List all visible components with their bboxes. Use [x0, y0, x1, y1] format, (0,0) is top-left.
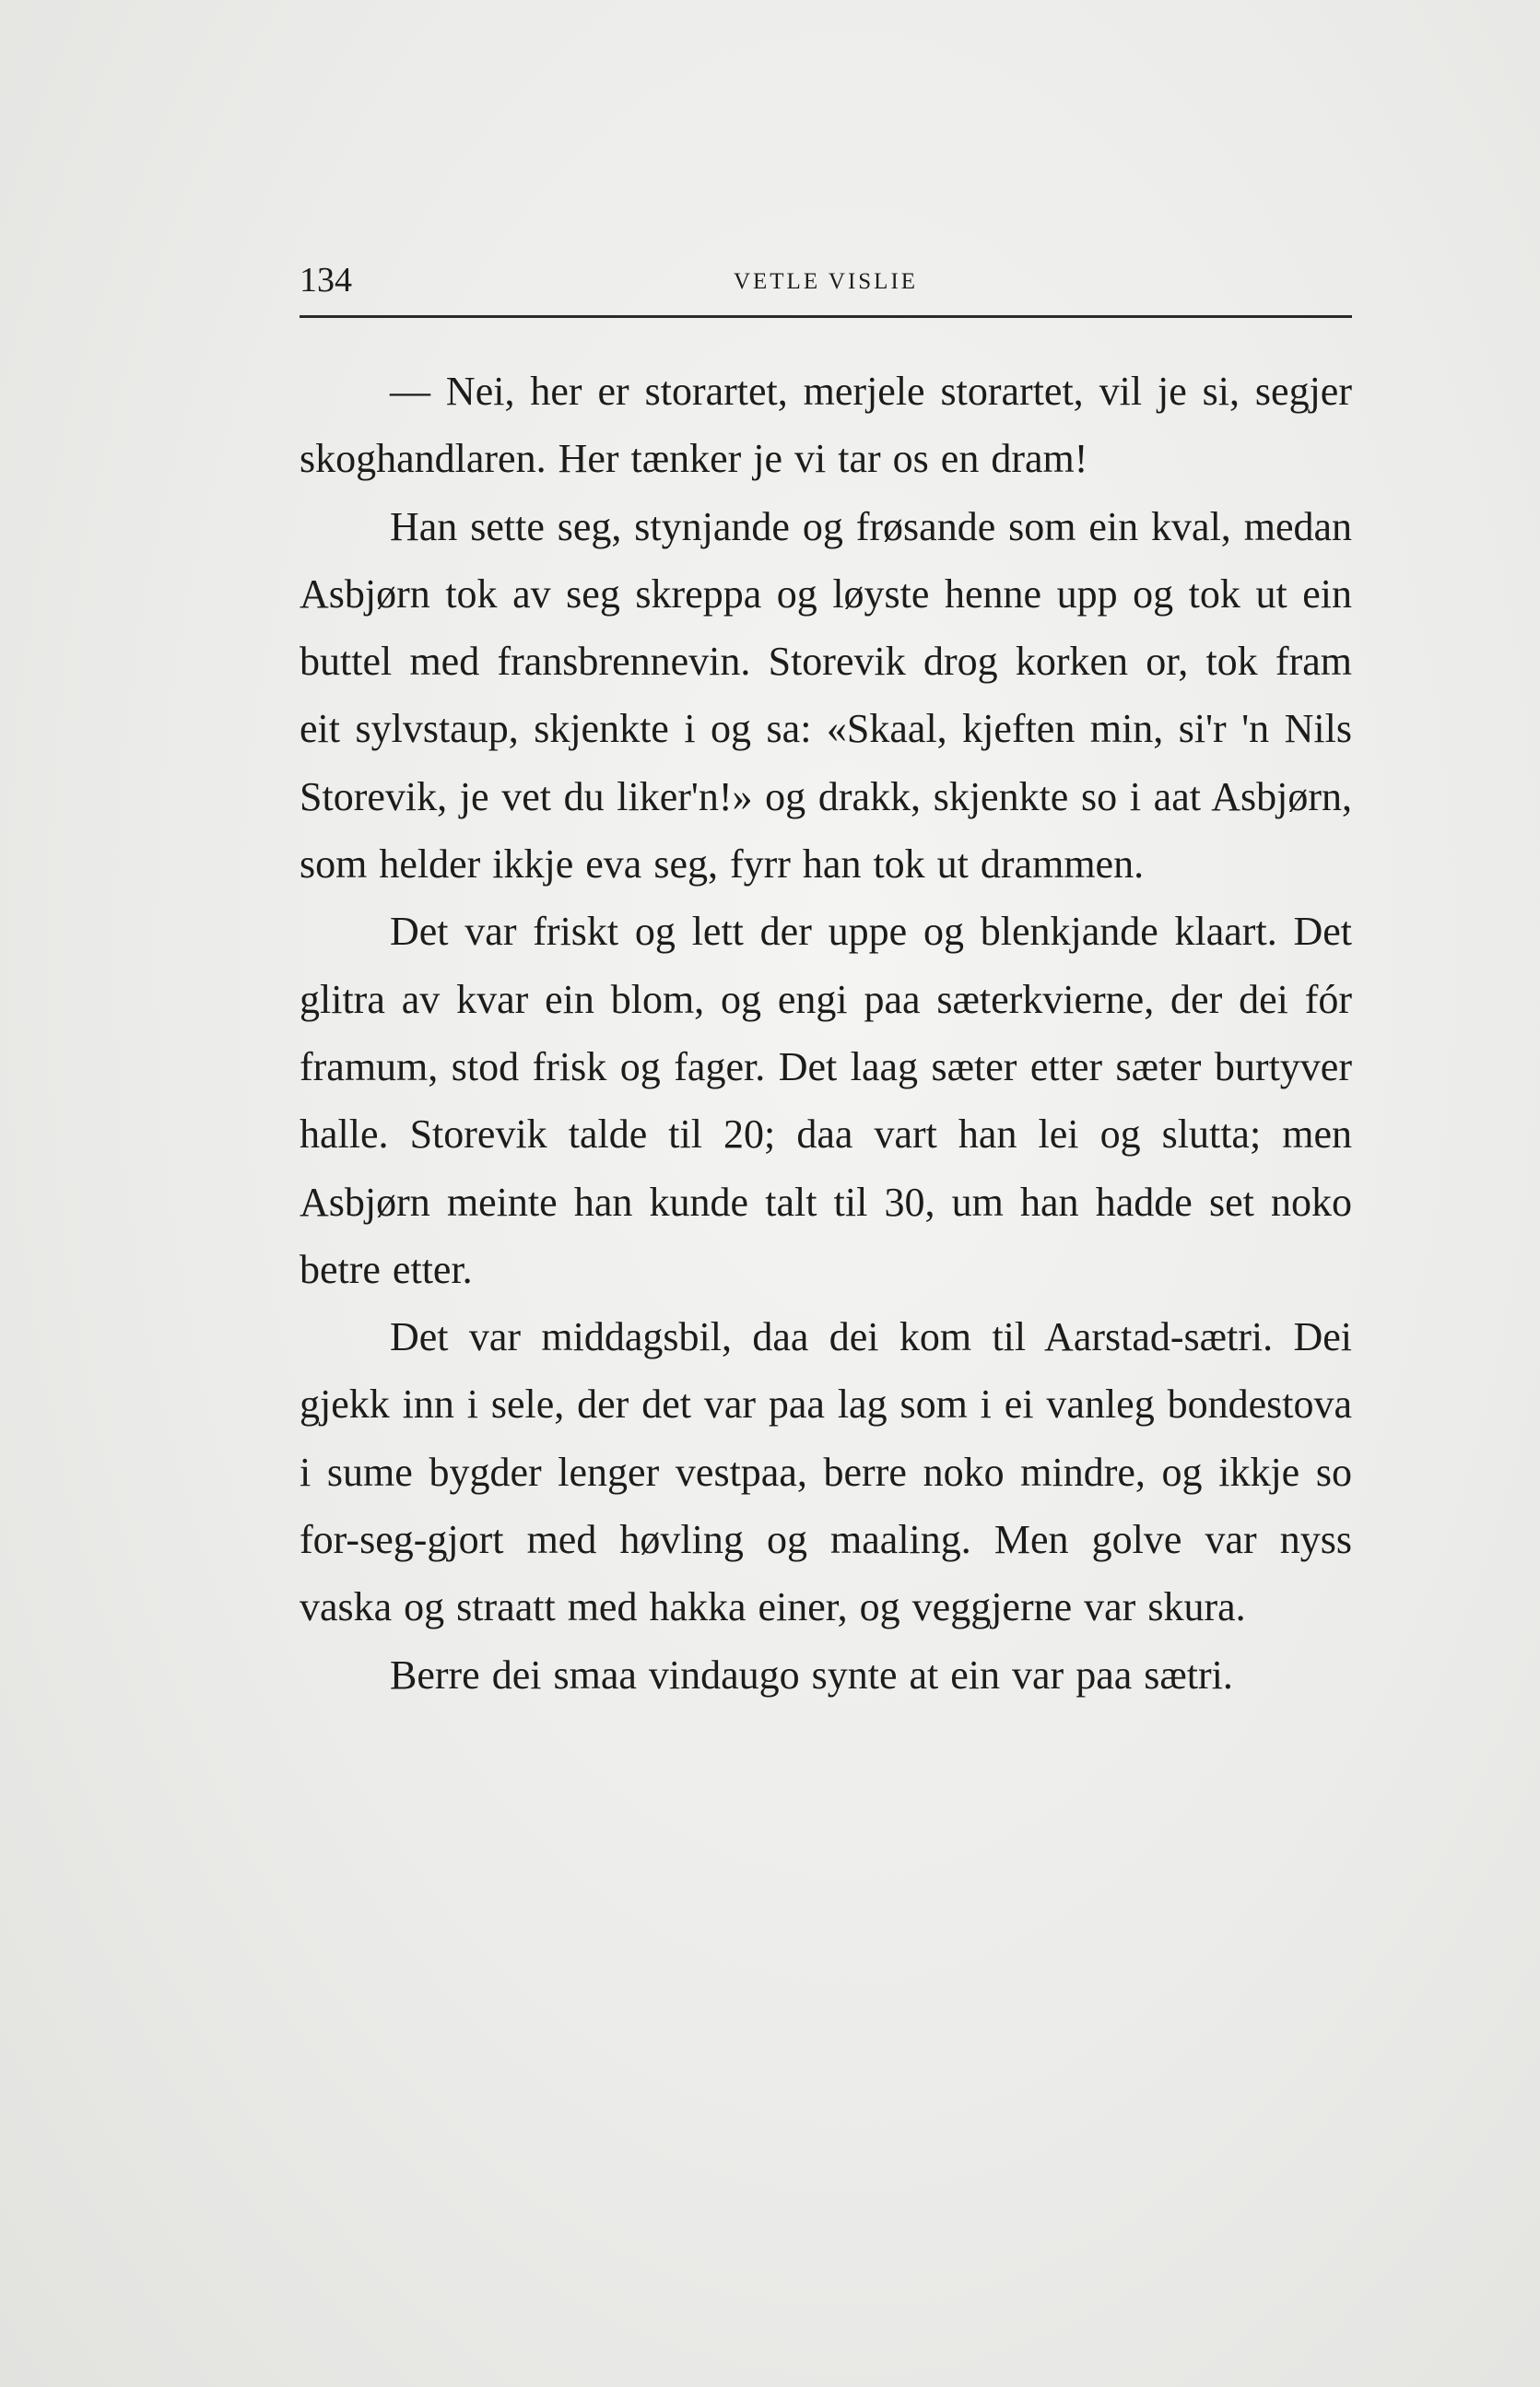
paragraph: Det var friskt og lett der uppe og blenkjande klaart. Det glitra av kvar ein blom, og engi paa sæterkvierne, der dei fór framum, stod frisk og fager. Det laag sæter etter sæter burtyver halle. Storevik talde til 20; daa vart han lei og slutta; men Asbjørn meinte han kunde talt til 30, um han hadde set noko betre etter. [300, 909, 1352, 1292]
paragraph: Berre dei smaa vindaugo synte at ein var paa sætri. [390, 1652, 1233, 1698]
header-rule [300, 315, 1352, 318]
paragraph: — Nei, her er storartet, merjele storartet, vil je si, segjer skoghandlaren. Her tænker je vi tar os en dram! [300, 369, 1352, 482]
body-text [300, 358, 1352, 1709]
page-number: 134 [300, 261, 352, 300]
paragraph: Det var middagsbil, daa dei kom til Aarstad-sætri. Dei gjekk inn i sele, der det var paa lag som i ei vanleg bondestova i sume bygder lenger vestpaa, berre noko mindre, og ikkje so for-seg-gjort med høvling og maaling. Men golve var nyss vaska og straatt med hakka einer, og veggjerne var skura. [300, 1314, 1352, 1630]
paragraph: Han sette seg, stynjande og frøsande som ein kval, medan Asbjørn tok av seg skreppa og løyste henne upp og tok ut ein buttel med fransbrennevin. Storevik drog korken or, tok fram eit sylvstaup, skjenkte i og sa: «Skaal, kjeften min, si'r 'n Nils Storevik, je vet du liker'n!» og drakk, skjenkte so i aat Asbjørn, som helder ikkje eva seg, fyrr han tok ut drammen. [300, 503, 1352, 888]
running-title: VETLE VISLIE [733, 269, 919, 294]
page-header [300, 251, 1352, 306]
